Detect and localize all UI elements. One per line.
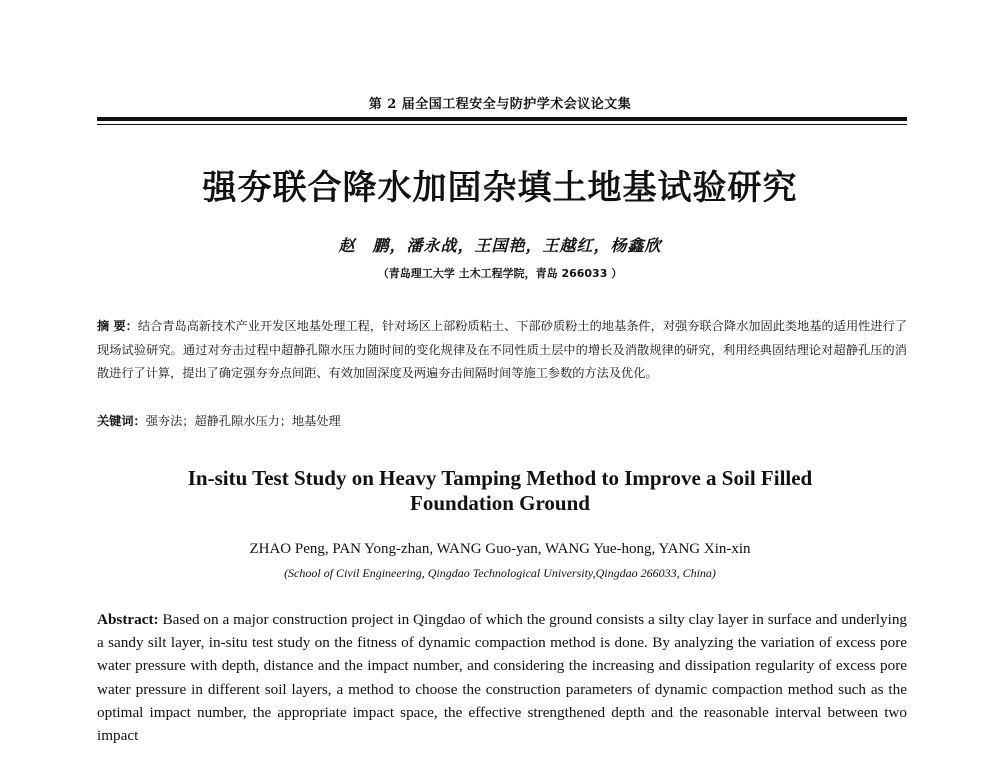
title-english-line2: Foundation Ground: [410, 491, 590, 515]
title-chinese: 强夯联合降水加固杂填土地基试验研究: [202, 168, 798, 208]
title-english-line1: In-situ Test Study on Heavy Tamping Method to Improve a Soil Filled: [187, 466, 813, 490]
abstract-english-label: Abstract:: [97, 611, 159, 628]
running-head: 第 2 届全国工程安全与防护学术会议论文集: [368, 97, 632, 112]
keywords-chinese: [97, 410, 907, 434]
abstract-chinese: [97, 315, 907, 386]
abstract-chinese-text: 结合青岛高新技术产业开发区地基处理工程，针对场区上部粉质粘土、下部砂质粉土的地基条件，对强夯联合降水加固此类地基的适用性进行了现场试验研究。通过对夯击过程中超静孔隙水压力随时间的变化规律及在不同性质土层中的增长及消散规律的研究，利用经典固结理论对超静孔压的消散进行了计算，提出了确定强夯夯点间距、有效加固深度及两遍夯击间隔时间等施工参数的方法及优化。: [97, 319, 907, 380]
abstract-chinese-label: 摘 要：: [97, 319, 138, 333]
header-rule-thick: [97, 117, 907, 121]
abstract-english-text: Based on a major construction project in Qingdao of which the ground consists a silty clay layer in surface and underlying a sandy silt layer, in-situ test study on the fitness of dynamic compaction method is done. By analyzing the variation of excess pore water pressure with depth, distance and the impact number, and considering the increasing and dissipation regularity of excess pore water pressure in different soil layers, a method to choose the construction parameters of dynamic compaction method such as the optimal impact number, the appropriate impact space, the effective strengthened depth and the reasonable interval between two impact: [97, 611, 908, 745]
keywords-chinese-text: 强夯法；超静孔隙水压力；地基处理: [145, 414, 341, 428]
authors-chinese: 赵 鹏，潘永战，王国艳，王越红，杨鑫欣: [338, 236, 662, 255]
header-rule-thin: [97, 124, 907, 125]
keywords-chinese-label: 关键词：: [97, 414, 146, 428]
affiliation-chinese: （青岛理工大学 土木工程学院，青岛 266033 ）: [377, 267, 623, 280]
title-english: [0, 466, 1000, 516]
abstract-english: [97, 608, 907, 747]
affiliation-english: (School of Civil Engineering, Qingdao Technological University,Qingdao 266033, China): [284, 566, 716, 580]
authors-english: ZHAO Peng, PAN Yong-zhan, WANG Guo-yan, WANG Yue-hong, YANG Xin-xin: [249, 541, 751, 557]
